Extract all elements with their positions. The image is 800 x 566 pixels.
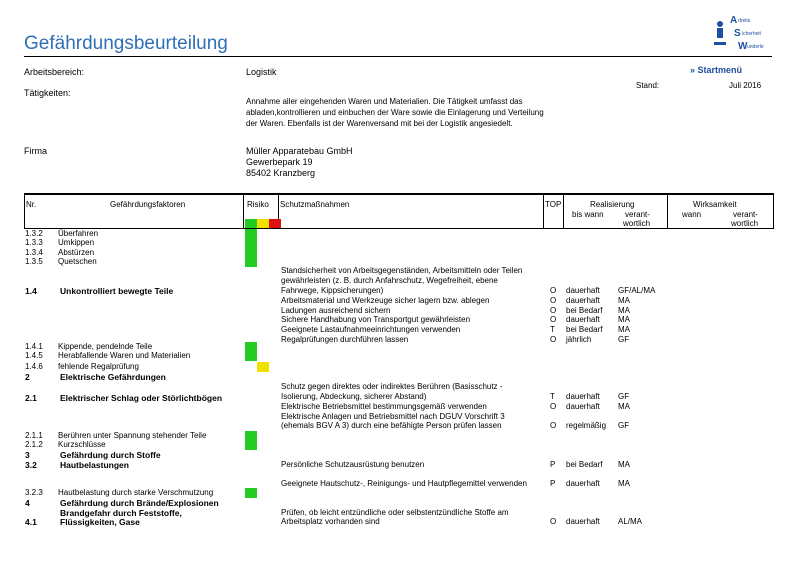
table-header-bottom [24,228,774,229]
logo-letter-a: A [730,15,738,26]
measure-text: Geeignete Hautschutz-, Reinigungs- und Hautpflegemittel verwenden [281,479,527,488]
measure-text: Geeignete Lastaufnahmeeinrichtungen verwenden [281,325,461,334]
measure-responsible: AL/MA [618,517,643,526]
risk-marker-green [245,351,257,361]
measure-top: P [550,479,556,488]
hazard-factor: fehlende Regalprüfung [58,362,139,371]
logo-letter-w: W [738,41,748,52]
logo-letter-s: S [734,28,741,39]
firm-label: Firma [24,146,47,156]
measure-when: dauerhaft [566,479,600,488]
row-number: 3 [25,450,30,460]
stand-value: Juli 2016 [729,81,762,90]
col-real-resp-1: verant- [625,210,650,219]
hazard-factor: Unkontrolliert bewegte Teile [60,286,174,296]
measure-text: Persönliche Schutzausrüstung benutzen [281,460,425,469]
measure-responsible: MA [618,402,630,411]
hazard-factor: Gefährdung durch Brände/Explosionen [60,498,219,508]
row-number: 1.3.3 [25,238,43,247]
measure-responsible: GF [618,335,630,344]
measure-when: dauerhaft [566,315,600,324]
measure-top: T [550,325,555,334]
row-number: 1.4 [25,286,37,296]
measure-when: dauerhaft [566,286,600,295]
measure-text: Elektrische Anlagen und Betriebsmittel nach DGUV Vorschrift 3 [281,412,505,421]
hazard-factor: Flüssigkeiten, Gase [60,517,140,527]
row-number: 4.1 [25,517,37,527]
measure-text: gewährleisten (z. B. durch Anfahrschutz, Wegefreiheit, ebene [281,276,498,285]
measure-top: O [550,315,557,324]
title-divider [24,56,772,57]
firm-line-2: Gewerbepark 19 [246,157,313,167]
measure-text: Sichere Handhabung von Transportgut gewährleisten [281,315,471,324]
start-menu-link[interactable]: » Startmenü [690,65,743,75]
hazard-factor: Kippende, pendelnde Teile [58,342,153,351]
col-realisation: Realisierung [590,200,635,209]
row-number: 1.4.1 [25,342,43,351]
hazard-factor: Herabfallende Waren und Materialien [58,351,191,360]
measure-responsible: MA [618,479,630,488]
col-eff-when: wann [682,210,702,219]
measure-when: dauerhaft [566,517,600,526]
hazard-factor: Hautbelastung durch starke Verschmutzung [58,488,214,497]
col-nr: Nr. [26,200,37,209]
row-number: 3.2.3 [25,488,43,497]
hazard-factor: Hautbelastungen [60,460,129,470]
measure-text: Standsicherheit von Arbeitsgegenständen, Arbeitsmitteln oder Teilen [281,266,523,275]
col-top: TOP [545,200,562,209]
hazard-factor: Kurzschlüsse [58,440,106,449]
measure-responsible: MA [618,315,630,324]
row-number: 1.4.5 [25,351,43,360]
hazard-factor: Elektrische Gefährdungen [60,372,166,382]
measure-responsible: GF [618,392,630,401]
measure-when: dauerhaft [566,402,600,411]
measure-text: Fahrwege, Kippsicherungen) [281,286,384,295]
measure-when: bei Bedarf [566,306,603,315]
measure-top: O [550,335,557,344]
row-number: 3.2 [25,460,37,470]
area-label: Arbeitsbereich: [24,67,85,77]
activities-label: Tätigkeiten: [24,88,71,98]
measure-text: Arbeitsplatz vorhanden sind [281,517,380,526]
col-eff-resp-1: verant- [733,210,758,219]
measure-text: Schutz gegen direktes oder indirektes Berühren (Basisschutz - [281,382,503,391]
firm-line-3: 85402 Kranzberg [246,168,316,178]
measure-text: Ladungen ausreichend sichern [281,306,391,315]
measure-responsible: MA [618,460,630,469]
row-number: 1.4.6 [25,362,43,371]
measure-top: O [550,517,557,526]
measure-responsible: MA [618,306,630,315]
measure-top: O [550,296,557,305]
measure-when: regelmäßig [566,421,607,430]
measure-responsible: MA [618,296,630,305]
measure-responsible: MA [618,325,630,334]
risk-marker-green [245,257,257,267]
row-number: 2.1.1 [25,431,43,440]
hazard-factor: Abstürzen [58,248,95,257]
col-effect: Wirksamkeit [693,200,737,209]
hazard-factor: Umkippen [58,238,95,247]
measure-responsible: GF [618,421,630,430]
logo-word-3: underle [747,44,764,50]
measure-text: Regalprüfungen durchführen lassen [281,335,409,344]
row-number: 4 [25,498,30,508]
hazard-factor: Quetschen [58,257,97,266]
row-number: 1.3.2 [25,229,43,238]
table-top-border [24,193,774,195]
measure-top: P [550,460,556,469]
measure-text: (ehemals BGV A 3) durch eine befähigte Person prüfen lassen [281,421,502,430]
hazard-factor: Gefährdung durch Stoffe [60,450,161,460]
hazard-factor: Brandgefahr durch Feststoffe, [60,508,182,518]
measure-when: dauerhaft [566,296,600,305]
logo-word-1: rbeits [738,18,751,24]
measure-top: O [550,286,557,295]
risk-marker-yellow [257,362,269,372]
measure-responsible: GF/AL/MA [618,286,656,295]
risk-marker-green [245,238,257,248]
hazard-factor: Überfahren [58,229,99,238]
measure-when: bei Bedarf [566,460,603,469]
measure-text: Elektrische Betriebsmittel bestimmungsgemäß verwenden [281,402,487,411]
measure-text: Prüfen, ob leicht entzündliche oder selbstentzündliche Stoffe am [281,508,509,517]
col-real-resp-2: wortlich [623,219,651,228]
risk-marker-green [245,440,257,450]
measure-top: O [550,306,557,315]
row-number: 2 [25,372,30,382]
col-eff-resp-2: wortlich [731,219,759,228]
area-value: Logistik [246,67,277,77]
risk-marker-green [245,488,257,498]
measure-text: Isolierung, Abdeckung, sicherer Abstand) [281,392,427,401]
page-title: Gefährdungsbeurteilung [24,33,228,54]
logo-icon [710,12,772,54]
row-number: 1.3.5 [25,257,43,266]
col-real-when: bis wann [572,210,604,219]
asw-logo [710,12,772,54]
row-number: 2.1.2 [25,440,43,449]
firm-line-1: Müller Apparatebau GmbH [246,146,353,156]
col-risk: Risiko [247,200,269,209]
measure-when: bei Bedarf [566,325,603,334]
activities-text: Annahme aller eingehenden Waren und Materialien. Die Tätigkeit umfasst das abladen,kontrollieren und einbuchen der Ware sowie die Einlagerung und Verteilung der Waren. Ebenfalls ist der Warenversand mit bei der Logistik angesiedelt. [246,97,544,128]
measure-top: O [550,402,557,411]
measure-top: O [550,421,557,430]
risk-legend-yellow [257,219,269,228]
measure-text: Arbeitsmaterial und Werkzeuge sicher lagern bzw. ablegen [281,296,490,305]
col-factors: Gefährdungsfaktoren [110,200,186,209]
row-number: 2.1 [25,393,37,403]
logo-word-2: icherheit [742,31,761,37]
measure-when: dauerhaft [566,392,600,401]
hazard-factor: Berühren unter Spannung stehender Teile [58,431,207,440]
col-measures: Schutzmaßnahmen [280,200,350,209]
stand-label: Stand: [636,81,660,90]
risk-legend-red [269,219,281,228]
measure-when: jährlich [566,335,592,344]
risk-legend-green [245,219,257,228]
hazard-factor: Elektrischer Schlag oder Störlichtbögen [60,393,223,403]
row-number: 1.3.4 [25,248,43,257]
measure-top: T [550,392,555,401]
